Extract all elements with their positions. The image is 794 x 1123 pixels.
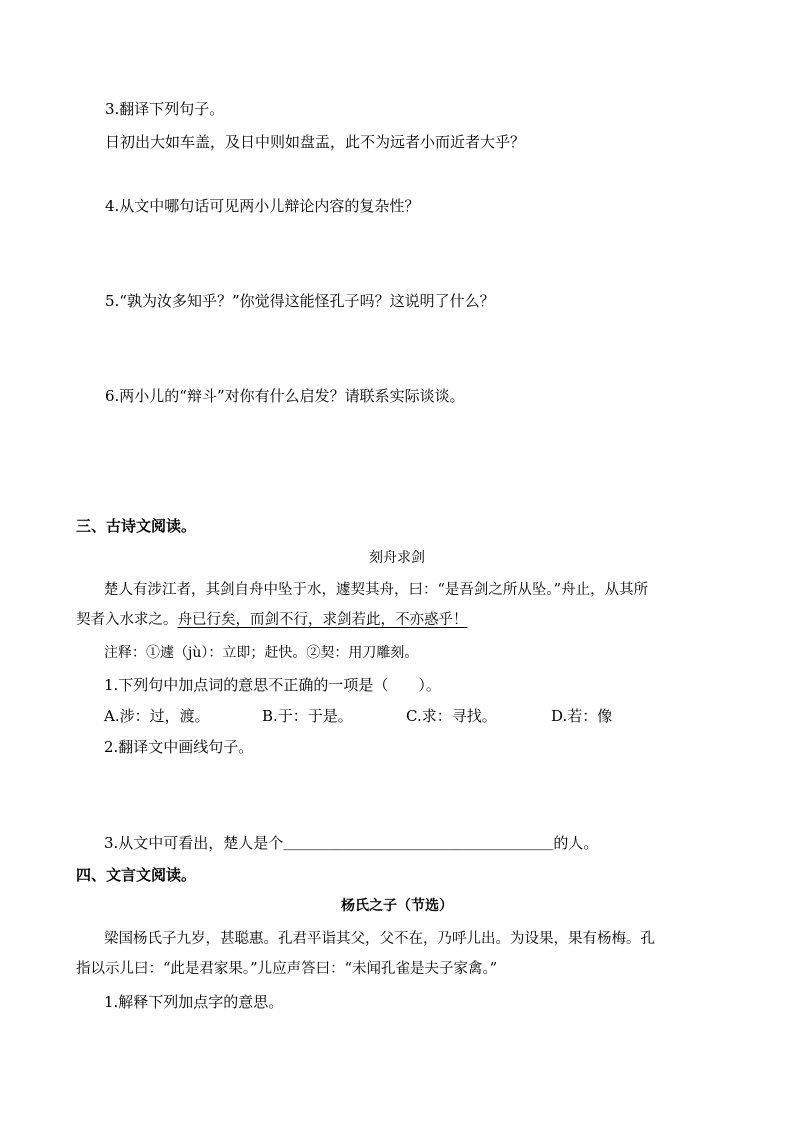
- question-4: 4.从文中哪句话可见两小儿辩论内容的复杂性？: [105, 197, 420, 215]
- section-3-title: 刻舟求剑: [369, 550, 425, 566]
- section-4-heading: 四、文言文阅读。: [76, 866, 197, 884]
- option-d: D.若：像: [551, 707, 613, 725]
- section-4-title: 杨氏之子（节选）: [341, 898, 453, 914]
- section-4-paragraph-line-2: 指以示儿曰：“此是君家果。”儿应声答曰：“未闻孔雀是夫子家禽。”: [76, 961, 498, 977]
- option-a: A.涉：过，渡。: [104, 707, 210, 725]
- section-4-question-1: 1.解释下列加点字的意思。: [104, 993, 284, 1011]
- question-5: 5.“孰为汝多知乎？”你觉得这能怪孔子吗？这说明了什么？: [105, 292, 495, 310]
- section-4-paragraph-line-1: 梁国杨氏子九岁，甚聪惠。孔君平诣其父，父不在，乃呼儿出。为设果，果有杨梅。孔: [104, 931, 655, 947]
- section-3-question-1: 1.下列句中加点词的意思不正确的一项是（ ）。: [104, 676, 441, 694]
- section-3-paragraph-line-2: [76, 610, 468, 630]
- underlined-sentence: 舟已行矣，而剑不行，求剑若此，不亦惑乎！: [177, 612, 468, 628]
- option-c: C.求：寻找。: [406, 707, 497, 725]
- question-3-label: 3.翻译下列句子。: [105, 100, 225, 118]
- section-3-paragraph-line-1: 楚人有涉江者，其剑自舟中坠于水，遽契其舟，曰：“是吾剑之所从坠。”舟止，从其所: [104, 582, 649, 598]
- option-b: B.于：于是。: [262, 707, 353, 725]
- question-3-sentence: 日初出大如车盖，及日中则如盘盂，此不为远者小而近者大乎？: [105, 133, 526, 151]
- section-3-note: 注释：①遽（jù）：立即；赶快。②契：用刀雕刻。: [104, 645, 419, 661]
- section-3-question-3: 3.从文中可看出，楚人是个＿＿＿＿＿＿＿＿＿＿＿＿＿＿＿＿＿＿的人。: [104, 834, 599, 852]
- section-3-question-2: 2.翻译文中画线句子。: [104, 738, 254, 756]
- section-3-heading: 三、古诗文阅读。: [76, 517, 197, 535]
- question-6: 6.两小儿的“辩斗”对你有什么启发？请联系实际谈谈。: [105, 387, 465, 405]
- paragraph-plain-text: 契者入水求之。: [76, 612, 178, 628]
